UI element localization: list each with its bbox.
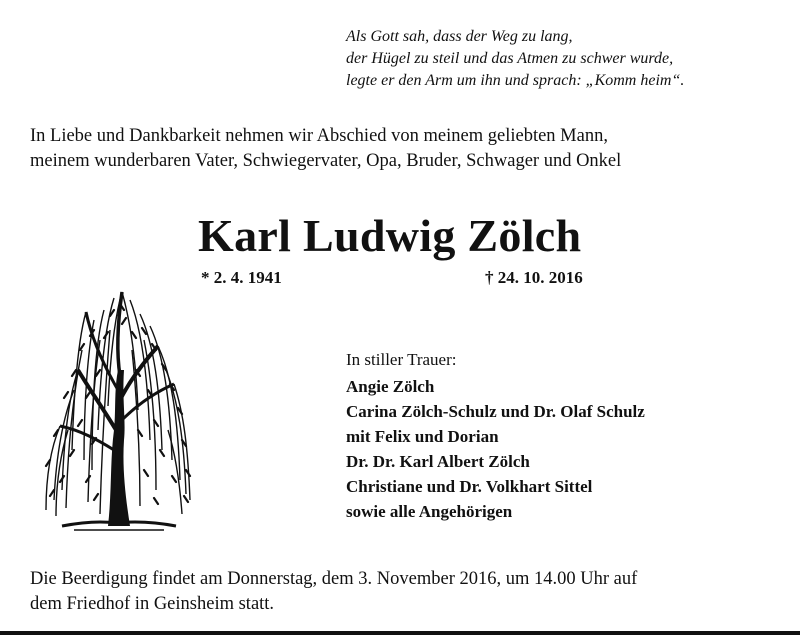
death-date: † 24. 10. 2016 (485, 268, 583, 287)
mourner-name: Carina Zölch-Schulz und Dr. Olaf Schulz (346, 402, 645, 421)
farewell-line: In Liebe und Dankbarkeit nehmen wir Abschied von meinem geliebten Mann, (30, 126, 608, 146)
mourners-heading: In stiller Trauer: (346, 350, 457, 369)
birth-date: * 2. 4. 1941 (201, 268, 282, 287)
mourner-name: Christiane und Dr. Volkhart Sittel (346, 477, 593, 496)
funeral-line: dem Friedhof in Geinsheim statt. (30, 594, 275, 614)
mourner-name: Dr. Dr. Karl Albert Zölch (346, 452, 530, 471)
poem-line: legte er den Arm um ihn und sprach: „Komm heim“. (346, 72, 685, 89)
farewell-text (30, 124, 770, 174)
poem-line: der Hügel zu steil und das Atmen zu schwer wurde, (346, 50, 674, 67)
funeral-line: Die Beerdigung findet am Donnerstag, dem 3. November 2016, um 14.00 Uhr auf (30, 569, 638, 589)
mourners-list (346, 374, 645, 524)
poem (346, 26, 684, 92)
poem-line: Als Gott sah, dass der Weg zu lang, (346, 28, 573, 45)
funeral-info (30, 567, 775, 617)
mourners-section (346, 347, 645, 524)
mourner-name: Angie Zölch (346, 377, 435, 396)
weeping-willow-icon (34, 280, 198, 536)
mourner-name: sowie alle Angehörigen (346, 502, 513, 521)
farewell-line: meinem wunderbaren Vater, Schwiegervater, Opa, Bruder, Schwager und Onkel (30, 151, 622, 171)
mourner-name: mit Felix und Dorian (346, 427, 499, 446)
deceased-name: Karl Ludwig Zölch (198, 210, 582, 261)
